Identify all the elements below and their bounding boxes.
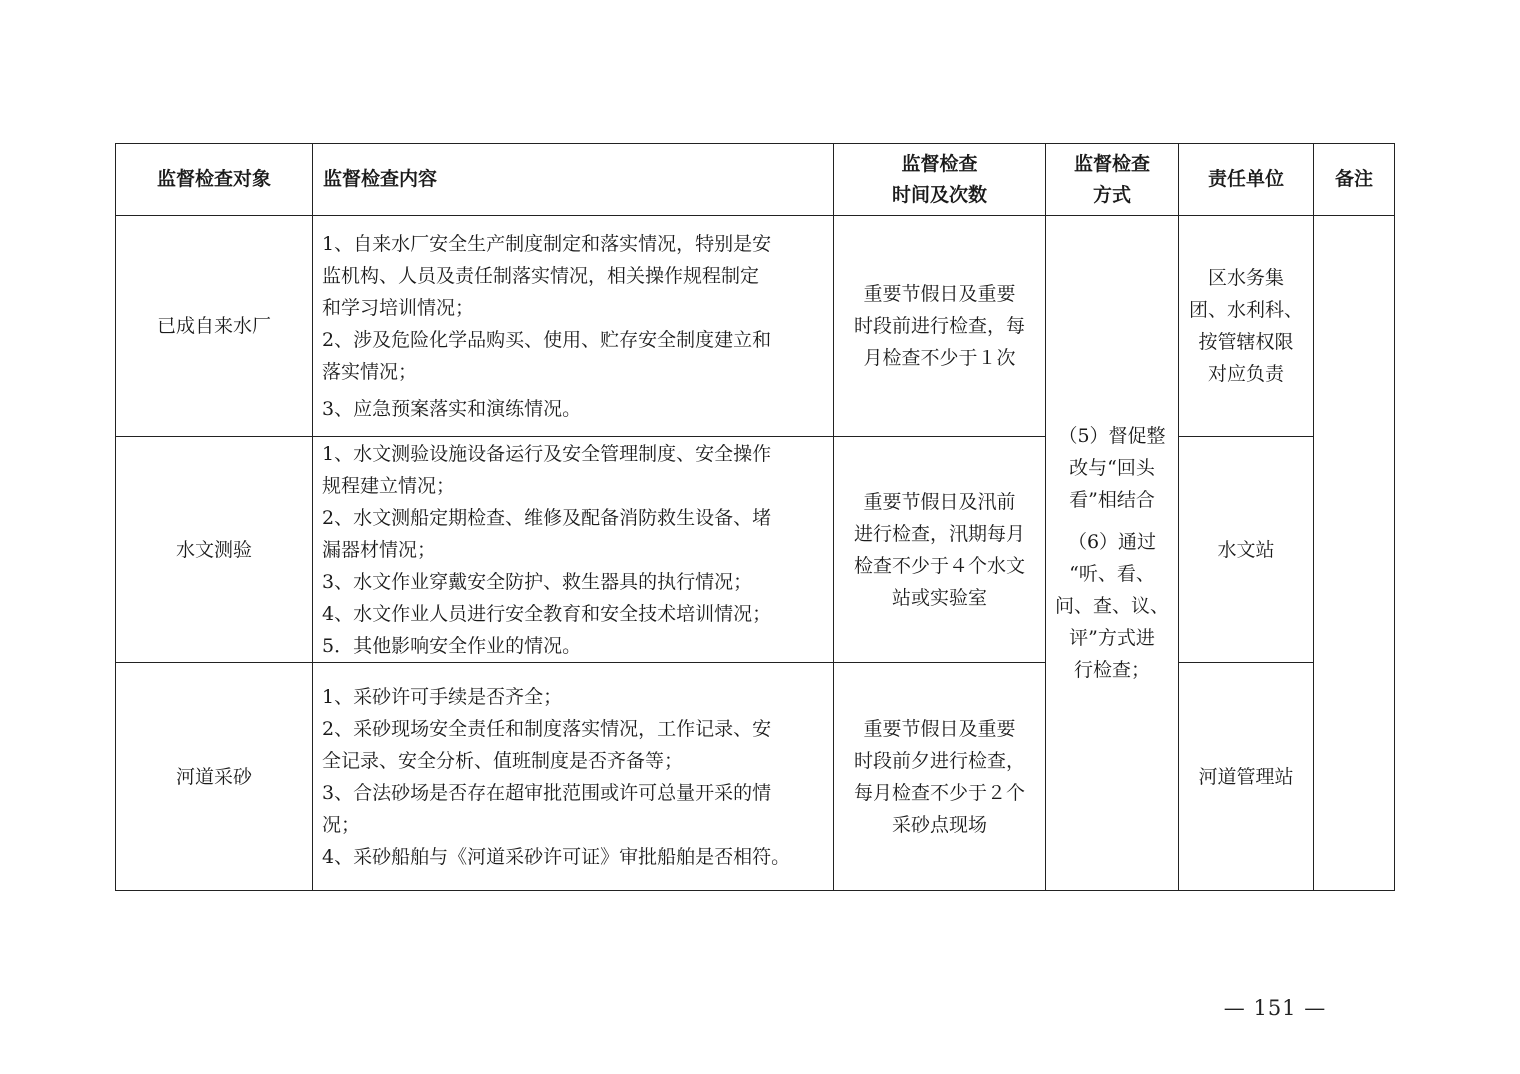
header-unit: 责任单位 bbox=[1179, 144, 1314, 216]
method-line: 改与“回头 bbox=[1069, 457, 1155, 479]
row-object: 河道采砂 bbox=[116, 663, 313, 891]
content-line: 漏器材情况； bbox=[322, 538, 437, 561]
time-line: 采砂点现场 bbox=[891, 813, 987, 836]
header-method-line: 方式 bbox=[1092, 183, 1131, 206]
time-line: 进行检查，汛期每月 bbox=[853, 522, 1025, 545]
unit-line: 区水务集 bbox=[1207, 267, 1284, 289]
content-line: 况； bbox=[322, 813, 361, 836]
table-row bbox=[116, 663, 1395, 891]
unit-line: 团、水利科、 bbox=[1188, 299, 1303, 321]
header-remark: 备注 bbox=[1314, 144, 1395, 216]
method-line: （5）督促整 bbox=[1058, 425, 1166, 447]
row-content bbox=[313, 437, 834, 663]
time-line: 时段前进行检查，每 bbox=[853, 315, 1025, 337]
content-line: 2、水文测船定期检查、维修及配备消防救生设备、堵 bbox=[322, 506, 772, 529]
supervision-table bbox=[115, 143, 1395, 891]
header-time-line: 时间及次数 bbox=[891, 183, 987, 206]
time-line: 重要节假日及重要 bbox=[863, 283, 1016, 305]
content-line: 落实情况； bbox=[322, 360, 418, 383]
content-line: 3、合法砂场是否存在超审批范围或许可总量开采的情 bbox=[322, 781, 772, 804]
time-line: 重要节假日及重要 bbox=[863, 717, 1016, 740]
header-content: 监督检查内容 bbox=[313, 144, 834, 216]
content-line: 全记录、安全分析、值班制度是否齐备等； bbox=[322, 749, 684, 772]
shared-method bbox=[1046, 216, 1179, 891]
row-object: 已成自来水厂 bbox=[116, 216, 313, 437]
time-line: 检查不少于４个水文 bbox=[853, 554, 1025, 577]
method-line: “听、看、 bbox=[1069, 563, 1155, 585]
header-method bbox=[1046, 144, 1179, 216]
content-line: 4、水文作业人员进行安全教育和安全技术培训情况； bbox=[322, 602, 772, 625]
time-line: 每月检查不少于２个 bbox=[853, 781, 1025, 804]
content-line: 4、采砂船舶与《河道采砂许可证》审批船舶是否相符。 bbox=[322, 845, 791, 868]
method-line: （6）通过 bbox=[1067, 531, 1157, 553]
header-method-line: 监督检查 bbox=[1073, 152, 1150, 175]
content-line: 监机构、人员及责任制落实情况，相关操作规程制定 bbox=[322, 264, 760, 287]
content-line: 1、水文测验设施设备运行及安全管理制度、安全操作 bbox=[322, 442, 772, 465]
unit-line: 水文站 bbox=[1217, 538, 1275, 561]
row-object: 水文测验 bbox=[116, 437, 313, 663]
time-line: 站或实验室 bbox=[891, 586, 987, 609]
content-line: 2、采砂现场安全责任和制度落实情况，工作记录、安 bbox=[322, 717, 772, 740]
table-row bbox=[116, 437, 1395, 663]
method-line: 评”方式进 bbox=[1069, 627, 1155, 649]
content-line: 1、自来水厂安全生产制度制定和落实情况，特别是安 bbox=[322, 232, 772, 255]
header-object: 监督检查对象 bbox=[116, 144, 313, 216]
header-row bbox=[116, 144, 1395, 216]
unit-line: 按管辖权限 bbox=[1198, 331, 1294, 353]
time-line: 重要节假日及汛前 bbox=[863, 490, 1016, 513]
row-content bbox=[313, 663, 834, 891]
content-line: 3、应急预案落实和演练情况。 bbox=[322, 397, 582, 420]
method-gap bbox=[1052, 516, 1172, 526]
row-time bbox=[834, 216, 1046, 437]
row-time bbox=[834, 663, 1046, 891]
content-line: 和学习培训情况； bbox=[322, 296, 475, 319]
content-line: 5．其他影响安全作业的情况。 bbox=[322, 634, 582, 657]
time-line: 月检查不少于１次 bbox=[863, 347, 1016, 369]
method-line: 行检查； bbox=[1073, 659, 1150, 681]
row-time bbox=[834, 437, 1046, 663]
shared-remark bbox=[1314, 216, 1395, 891]
header-time bbox=[834, 144, 1046, 216]
unit-line: 河道管理站 bbox=[1198, 765, 1294, 788]
header-time-line: 监督检查 bbox=[901, 152, 978, 175]
row-unit bbox=[1179, 437, 1314, 663]
content-line: 3、水文作业穿戴安全防护、救生器具的执行情况； bbox=[322, 570, 753, 593]
content-line: 规程建立情况； bbox=[322, 474, 456, 497]
unit-line: 对应负责 bbox=[1207, 363, 1284, 385]
method-line: 看”相结合 bbox=[1069, 489, 1155, 511]
content-line: 2、涉及危险化学品购买、使用、贮存安全制度建立和 bbox=[322, 328, 772, 351]
row-content bbox=[313, 216, 834, 437]
time-line: 时段前夕进行检查， bbox=[853, 749, 1025, 772]
page-number: — 151 — bbox=[1223, 996, 1327, 1020]
row-unit bbox=[1179, 216, 1314, 437]
table-row bbox=[116, 216, 1395, 437]
method-line: 问、查、议、 bbox=[1054, 595, 1169, 617]
row-unit bbox=[1179, 663, 1314, 891]
content-line: 1、采砂许可手续是否齐全； bbox=[322, 685, 563, 708]
